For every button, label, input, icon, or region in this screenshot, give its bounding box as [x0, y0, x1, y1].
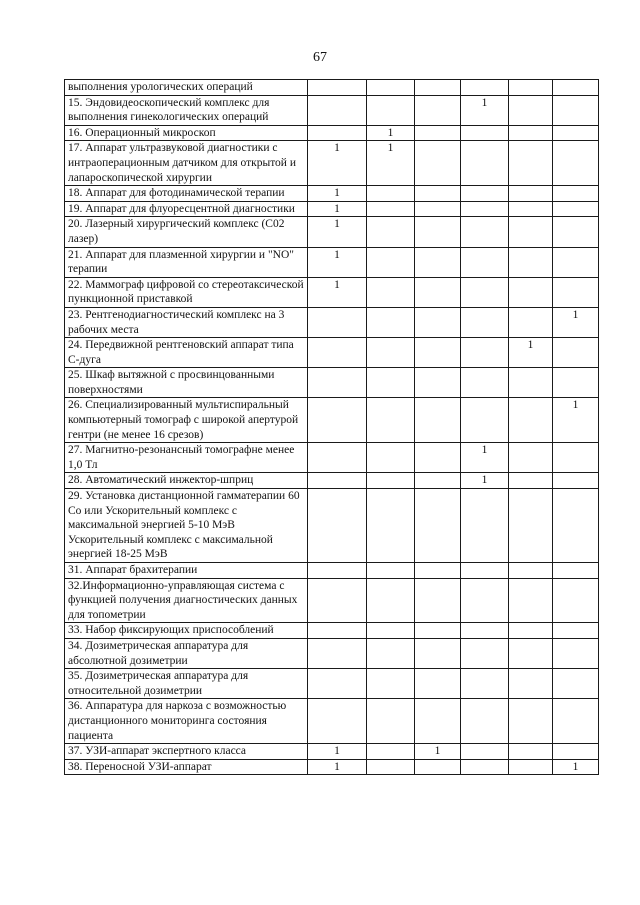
quantity-cell [367, 217, 415, 247]
equipment-name-cell: 29. Установка дистанционной гамматерапии 60 Со или Ускорительный комплекс с максимальной энергией 5-10 МэВ Ускорительный комплекс с максимальной энергией 18-25 МэВ [65, 489, 308, 563]
quantity-cell [415, 669, 461, 699]
table-row [65, 759, 599, 775]
quantity-cell [308, 638, 367, 668]
quantity-cell [509, 638, 553, 668]
equipment-name-cell: 35. Дозиметрическая аппаратура для относительной дозиметрии [65, 669, 308, 699]
quantity-cell: 1 [553, 307, 599, 337]
quantity-cell [509, 578, 553, 623]
table-row [65, 669, 599, 699]
quantity-cell [367, 623, 415, 639]
table-row [65, 699, 599, 744]
table-row [65, 80, 599, 96]
quantity-cell [509, 95, 553, 125]
table-row [65, 338, 599, 368]
quantity-cell [553, 744, 599, 760]
quantity-cell [461, 699, 509, 744]
quantity-cell [415, 578, 461, 623]
quantity-cell [415, 473, 461, 489]
quantity-cell [553, 80, 599, 96]
quantity-cell [415, 201, 461, 217]
quantity-cell [461, 125, 509, 141]
quantity-cell [308, 338, 367, 368]
quantity-cell: 1 [367, 125, 415, 141]
quantity-cell [308, 489, 367, 563]
equipment-name-cell: 15. Эндовидеоскопический комплекс для выполнения гинекологических операций [65, 95, 308, 125]
quantity-cell [461, 307, 509, 337]
quantity-cell [367, 186, 415, 202]
quantity-cell [308, 699, 367, 744]
quantity-cell [509, 473, 553, 489]
quantity-cell [509, 307, 553, 337]
equipment-name-cell: 16. Операционный микроскоп [65, 125, 308, 141]
quantity-cell [415, 247, 461, 277]
quantity-cell [553, 338, 599, 368]
quantity-cell [461, 80, 509, 96]
equipment-table [64, 79, 599, 775]
quantity-cell [367, 669, 415, 699]
quantity-cell [461, 744, 509, 760]
quantity-cell [367, 307, 415, 337]
quantity-cell [415, 563, 461, 579]
quantity-cell [461, 638, 509, 668]
quantity-cell [461, 578, 509, 623]
quantity-cell [308, 80, 367, 96]
quantity-cell [367, 638, 415, 668]
table-row [65, 307, 599, 337]
table-row [65, 489, 599, 563]
table-row [65, 744, 599, 760]
equipment-name-cell: 19. Аппарат для флуоресцентной диагностики [65, 201, 308, 217]
quantity-cell [553, 95, 599, 125]
quantity-cell [415, 186, 461, 202]
quantity-cell [509, 443, 553, 473]
quantity-cell [509, 80, 553, 96]
quantity-cell [509, 489, 553, 563]
quantity-cell [553, 623, 599, 639]
quantity-cell [415, 277, 461, 307]
quantity-cell [367, 277, 415, 307]
quantity-cell [308, 368, 367, 398]
quantity-cell [553, 277, 599, 307]
quantity-cell [415, 368, 461, 398]
quantity-cell [553, 669, 599, 699]
equipment-name-cell: 25. Шкаф вытяжной с просвинцованными поверхностями [65, 368, 308, 398]
equipment-name-cell: 18. Аппарат для фотодинамической терапии [65, 186, 308, 202]
quantity-cell [415, 443, 461, 473]
equipment-name-cell: 20. Лазерный хирургический комплекс (С02 лазер) [65, 217, 308, 247]
quantity-cell [415, 699, 461, 744]
quantity-cell: 1 [553, 398, 599, 443]
table-row [65, 247, 599, 277]
quantity-cell [553, 638, 599, 668]
table-row [65, 125, 599, 141]
equipment-name-cell: 27. Магнитно-резонансный томографне менее 1,0 Тл [65, 443, 308, 473]
quantity-cell [509, 368, 553, 398]
quantity-cell [461, 247, 509, 277]
table-row [65, 578, 599, 623]
quantity-cell [415, 217, 461, 247]
quantity-cell: 1 [308, 277, 367, 307]
quantity-cell [509, 277, 553, 307]
quantity-cell [415, 125, 461, 141]
quantity-cell [308, 563, 367, 579]
quantity-cell [367, 759, 415, 775]
quantity-cell [308, 669, 367, 699]
quantity-cell [415, 307, 461, 337]
quantity-cell [367, 699, 415, 744]
quantity-cell [308, 307, 367, 337]
table-row [65, 141, 599, 186]
table-row [65, 638, 599, 668]
quantity-cell [367, 201, 415, 217]
quantity-cell [509, 217, 553, 247]
quantity-cell: 1 [415, 744, 461, 760]
quantity-cell [367, 578, 415, 623]
quantity-cell [415, 338, 461, 368]
table-row [65, 563, 599, 579]
quantity-cell: 1 [308, 247, 367, 277]
quantity-cell [509, 699, 553, 744]
equipment-name-cell: 36. Аппаратура для наркоза с возможностью дистанционного мониторинга состояния пациента [65, 699, 308, 744]
quantity-cell: 1 [308, 141, 367, 186]
equipment-name-cell: 33. Набор фиксирующих приспособлений [65, 623, 308, 639]
quantity-cell [461, 398, 509, 443]
table-row [65, 201, 599, 217]
equipment-name-cell: 28. Автоматический инжектор-шприц [65, 473, 308, 489]
table-row [65, 277, 599, 307]
quantity-cell [415, 398, 461, 443]
quantity-cell [461, 759, 509, 775]
quantity-cell [415, 80, 461, 96]
quantity-cell [308, 473, 367, 489]
quantity-cell [461, 217, 509, 247]
quantity-cell [553, 247, 599, 277]
quantity-cell [461, 563, 509, 579]
quantity-cell: 1 [308, 217, 367, 247]
quantity-cell [509, 744, 553, 760]
quantity-cell [509, 759, 553, 775]
quantity-cell [553, 217, 599, 247]
quantity-cell [509, 669, 553, 699]
quantity-cell [461, 201, 509, 217]
quantity-cell [308, 578, 367, 623]
quantity-cell [553, 141, 599, 186]
quantity-cell: 1 [308, 759, 367, 775]
quantity-cell [509, 186, 553, 202]
quantity-cell: 1 [461, 473, 509, 489]
quantity-cell [367, 80, 415, 96]
quantity-cell [415, 638, 461, 668]
quantity-cell: 1 [553, 759, 599, 775]
quantity-cell [308, 623, 367, 639]
quantity-cell [367, 398, 415, 443]
quantity-cell [308, 398, 367, 443]
quantity-cell [415, 95, 461, 125]
quantity-cell: 1 [461, 95, 509, 125]
quantity-cell [553, 473, 599, 489]
table-row [65, 95, 599, 125]
quantity-cell [367, 247, 415, 277]
quantity-cell [509, 125, 553, 141]
quantity-cell [461, 186, 509, 202]
quantity-cell [367, 744, 415, 760]
quantity-cell [461, 368, 509, 398]
equipment-name-cell: 34. Дозиметрическая аппаратура для абсолютной дозиметрии [65, 638, 308, 668]
quantity-cell [509, 398, 553, 443]
quantity-cell [509, 201, 553, 217]
table-row [65, 623, 599, 639]
quantity-cell [509, 141, 553, 186]
equipment-name-cell: 17. Аппарат ультразвуковой диагностики с интраоперационным датчиком для открытой и лапароскопической хирургии [65, 141, 308, 186]
quantity-cell [509, 563, 553, 579]
quantity-cell [415, 759, 461, 775]
quantity-cell [367, 473, 415, 489]
quantity-cell [461, 669, 509, 699]
quantity-cell [308, 125, 367, 141]
equipment-name-cell: 26. Специализированный мультиспиральный компьютерный томограф с широкой апертурой гентри (не менее 16 срезов) [65, 398, 308, 443]
quantity-cell [367, 563, 415, 579]
quantity-cell: 1 [308, 186, 367, 202]
quantity-cell [308, 443, 367, 473]
quantity-cell [553, 443, 599, 473]
quantity-cell [553, 186, 599, 202]
equipment-name-cell: 32.Информационно-управляющая система с функцией получения диагностических данных для топометрии [65, 578, 308, 623]
equipment-table-body [65, 80, 599, 775]
table-row [65, 186, 599, 202]
quantity-cell: 1 [308, 744, 367, 760]
quantity-cell [308, 95, 367, 125]
quantity-cell [461, 623, 509, 639]
table-row [65, 443, 599, 473]
quantity-cell [415, 141, 461, 186]
quantity-cell [553, 489, 599, 563]
quantity-cell [367, 489, 415, 563]
equipment-name-cell: 22. Маммограф цифровой со стереотаксической пункционной приставкой [65, 277, 308, 307]
equipment-name-cell: 21. Аппарат для плазменной хирургии и "NO" терапии [65, 247, 308, 277]
quantity-cell [461, 141, 509, 186]
quantity-cell [553, 368, 599, 398]
table-row [65, 398, 599, 443]
quantity-cell: 1 [509, 338, 553, 368]
equipment-name-cell: 37. УЗИ-аппарат экспертного класса [65, 744, 308, 760]
quantity-cell [415, 623, 461, 639]
quantity-cell: 1 [367, 141, 415, 186]
quantity-cell [553, 699, 599, 744]
quantity-cell [553, 563, 599, 579]
quantity-cell [553, 578, 599, 623]
table-row [65, 368, 599, 398]
equipment-name-cell: 31. Аппарат брахитерапии [65, 563, 308, 579]
quantity-cell [367, 338, 415, 368]
equipment-name-cell: 24. Передвижной рентгеновский аппарат типа С-дуга [65, 338, 308, 368]
quantity-cell [553, 201, 599, 217]
quantity-cell [461, 338, 509, 368]
quantity-cell [509, 247, 553, 277]
quantity-cell [461, 489, 509, 563]
quantity-cell: 1 [308, 201, 367, 217]
quantity-cell [367, 443, 415, 473]
table-row [65, 217, 599, 247]
quantity-cell [509, 623, 553, 639]
table-row [65, 473, 599, 489]
quantity-cell [553, 125, 599, 141]
quantity-cell: 1 [461, 443, 509, 473]
quantity-cell [461, 277, 509, 307]
quantity-cell [415, 489, 461, 563]
quantity-cell [367, 95, 415, 125]
quantity-cell [367, 368, 415, 398]
equipment-name-cell: 23. Рентгенодиагностический комплекс на 3 рабочих места [65, 307, 308, 337]
equipment-name-cell: выполнения урологических операций [65, 80, 308, 96]
equipment-name-cell: 38. Переносной УЗИ-аппарат [65, 759, 308, 775]
page-number: 67 [313, 50, 327, 65]
